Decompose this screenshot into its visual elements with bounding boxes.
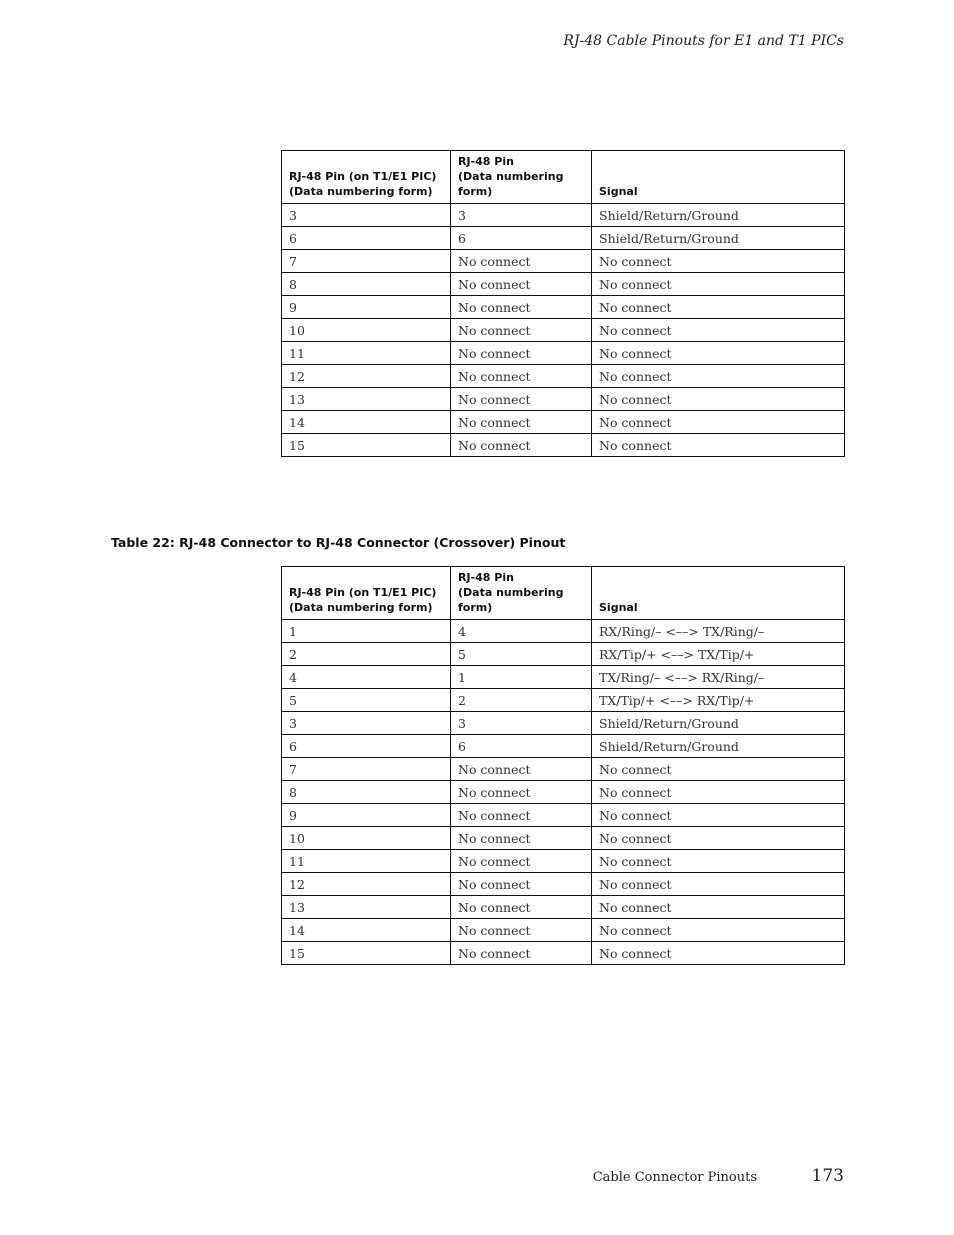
table-cell: 14: [282, 411, 451, 434]
table-cell: 3: [282, 204, 451, 227]
table-row: [282, 735, 845, 758]
table-cell: 10: [282, 827, 451, 850]
table-cell: 3: [451, 712, 592, 735]
table-row: [282, 296, 845, 319]
table-row: [282, 689, 845, 712]
pinout-table-continued: [281, 150, 845, 457]
table-row: [282, 712, 845, 735]
table-cell: 8: [282, 273, 451, 296]
page-number: 173: [811, 1166, 844, 1186]
table-cell: No connect: [451, 850, 592, 873]
table-row: [282, 643, 845, 666]
table-cell: No connect: [451, 273, 592, 296]
table-cell: 4: [282, 666, 451, 689]
table-cell: No connect: [592, 827, 845, 850]
column-header: Signal: [592, 151, 845, 204]
column-header: Signal: [592, 567, 845, 620]
running-head-title: RJ-48 Cable Pinouts for E1 and T1 PICs: [563, 33, 844, 49]
table-cell: 7: [282, 758, 451, 781]
table-cell: No connect: [451, 296, 592, 319]
table-cell: No connect: [451, 434, 592, 457]
table-cell: No connect: [592, 758, 845, 781]
table-row: [282, 411, 845, 434]
table-cell: No connect: [451, 942, 592, 965]
table-cell: No connect: [592, 804, 845, 827]
table-row: [282, 365, 845, 388]
table-cell: 8: [282, 781, 451, 804]
table-row: [282, 273, 845, 296]
table-header-row: [282, 567, 845, 620]
table-cell: No connect: [451, 873, 592, 896]
table-cell: 7: [282, 250, 451, 273]
table-cell: 1: [451, 666, 592, 689]
table-cell: 12: [282, 873, 451, 896]
table-cell: No connect: [451, 319, 592, 342]
table-cell: 5: [451, 643, 592, 666]
table-cell: Shield/Return/Ground: [592, 712, 845, 735]
table-header-row: [282, 151, 845, 204]
table-row: [282, 388, 845, 411]
table-row: [282, 666, 845, 689]
table-cell: No connect: [592, 342, 845, 365]
table-row: [282, 827, 845, 850]
table-cell: 6: [282, 735, 451, 758]
table-cell: 9: [282, 804, 451, 827]
table-row: [282, 620, 845, 643]
table-cell: TX/Tip/+ <––> RX/Tip/+: [592, 689, 845, 712]
table-cell: 1: [282, 620, 451, 643]
table-cell: No connect: [592, 919, 845, 942]
table-cell: No connect: [592, 942, 845, 965]
table-cell: No connect: [451, 342, 592, 365]
table-row: [282, 250, 845, 273]
table-cell: No connect: [451, 919, 592, 942]
table-row: [282, 227, 845, 250]
table-cell: No connect: [451, 827, 592, 850]
table-cell: No connect: [451, 411, 592, 434]
table-cell: No connect: [592, 296, 845, 319]
table-cell: No connect: [592, 434, 845, 457]
table-cell: No connect: [592, 388, 845, 411]
table-cell: 6: [451, 227, 592, 250]
table-cell: No connect: [451, 896, 592, 919]
table-row: [282, 758, 845, 781]
table-cell: No connect: [592, 896, 845, 919]
table-cell: 6: [282, 227, 451, 250]
table-cell: 15: [282, 942, 451, 965]
table-cell: No connect: [451, 758, 592, 781]
table-row: [282, 342, 845, 365]
table-cell: No connect: [451, 804, 592, 827]
table-cell: No connect: [592, 319, 845, 342]
table-row: [282, 873, 845, 896]
table-cell: 2: [282, 643, 451, 666]
table-cell: No connect: [451, 388, 592, 411]
table-cell: No connect: [592, 273, 845, 296]
table-cell: No connect: [592, 850, 845, 873]
table-cell: No connect: [451, 250, 592, 273]
column-header: RJ-48 Pin (on T1/E1 PIC) (Data numbering form): [282, 151, 451, 204]
table-cell: 3: [451, 204, 592, 227]
table-row: [282, 781, 845, 804]
table-cell: No connect: [592, 365, 845, 388]
table-cell: 13: [282, 388, 451, 411]
table-row: [282, 434, 845, 457]
table-cell: 6: [451, 735, 592, 758]
table-cell: No connect: [592, 781, 845, 804]
table-cell: TX/Ring/– <––> RX/Ring/–: [592, 666, 845, 689]
table-row: [282, 319, 845, 342]
table-row: [282, 804, 845, 827]
table-cell: Shield/Return/Ground: [592, 204, 845, 227]
footer-section-title: Cable Connector Pinouts: [592, 1170, 757, 1185]
table-cell: 9: [282, 296, 451, 319]
table-cell: 13: [282, 896, 451, 919]
table-cell: Shield/Return/Ground: [592, 735, 845, 758]
table-cell: No connect: [592, 873, 845, 896]
table-row: [282, 850, 845, 873]
table-cell: Shield/Return/Ground: [592, 227, 845, 250]
table-cell: 14: [282, 919, 451, 942]
table-cell: 12: [282, 365, 451, 388]
column-header: RJ-48 Pin (on T1/E1 PIC) (Data numbering form): [282, 567, 451, 620]
table-cell: 5: [282, 689, 451, 712]
table-cell: RX/Tip/+ <––> TX/Tip/+: [592, 643, 845, 666]
table-cell: 11: [282, 342, 451, 365]
table-row: [282, 896, 845, 919]
table-caption: Table 22: RJ-48 Connector to RJ-48 Connector (Crossover) Pinout: [111, 535, 566, 550]
crossover-pinout-table: [281, 566, 845, 965]
table-cell: 2: [451, 689, 592, 712]
table-cell: 4: [451, 620, 592, 643]
table-row: [282, 204, 845, 227]
column-header: RJ-48 Pin (Data numbering form): [451, 567, 592, 620]
table-cell: 11: [282, 850, 451, 873]
table-cell: No connect: [451, 781, 592, 804]
table-cell: 3: [282, 712, 451, 735]
table-cell: No connect: [451, 365, 592, 388]
table-row: [282, 919, 845, 942]
table-row: [282, 942, 845, 965]
table-cell: RX/Ring/– <––> TX/Ring/–: [592, 620, 845, 643]
table-cell: 10: [282, 319, 451, 342]
table-cell: 15: [282, 434, 451, 457]
table-cell: No connect: [592, 250, 845, 273]
column-header: RJ-48 Pin (Data numbering form): [451, 151, 592, 204]
table-cell: No connect: [592, 411, 845, 434]
